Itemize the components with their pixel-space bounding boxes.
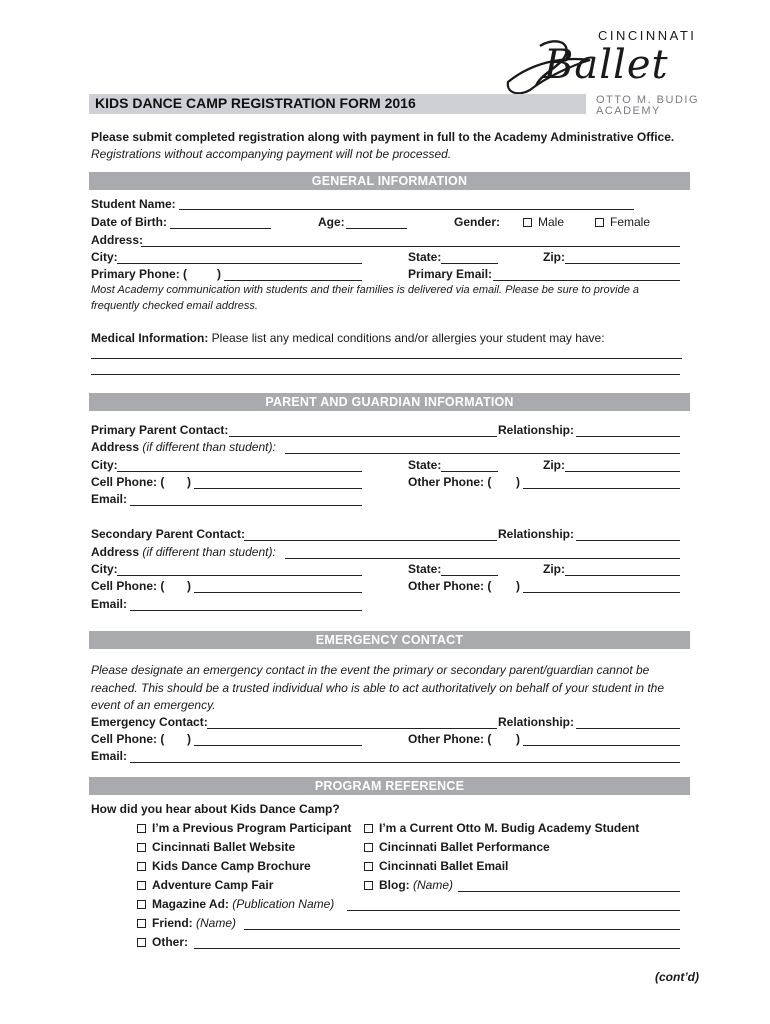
- city-field[interactable]: [117, 263, 362, 264]
- primary-parent-field[interactable]: [229, 436, 497, 437]
- emergency-other-phone-label: Other Phone: (: [408, 732, 492, 746]
- other-field[interactable]: [194, 948, 680, 949]
- primary-phone-label: Primary Phone: (: [91, 267, 188, 281]
- secondary-address-label: Address: [91, 545, 140, 559]
- option-adventure-fair[interactable]: [137, 878, 273, 892]
- primary-relationship-label: Relationship:: [498, 423, 575, 437]
- option-ballet-email[interactable]: [364, 859, 508, 873]
- option-ballet-performance[interactable]: [364, 840, 550, 854]
- primary-other-phone-field[interactable]: [523, 488, 680, 489]
- option-magazine-ad[interactable]: [137, 897, 334, 911]
- camp-brochure-label: Kids Dance Camp Brochure: [152, 859, 311, 873]
- form-title: KIDS DANCE CAMP REGISTRATION FORM 2016: [95, 95, 416, 111]
- intro-line-1: Please submit completed registration along with payment in full to the Academy Administrative Office.: [91, 130, 675, 144]
- emergency-contact-field[interactable]: [207, 728, 497, 729]
- secondary-cell-paren: ): [187, 579, 191, 593]
- primary-parent-label: Primary Parent Contact:: [91, 423, 229, 437]
- secondary-other-phone-field[interactable]: [523, 592, 680, 593]
- emergency-cell-paren: ): [187, 732, 191, 746]
- option-ballet-website[interactable]: [137, 840, 295, 854]
- email-note-line-1: Most Academy communication with students and their families is delivered via email. Please be sure to provide a: [91, 284, 640, 296]
- adventure-fair-label: Adventure Camp Fair: [152, 878, 274, 892]
- friend-field[interactable]: [244, 929, 680, 930]
- secondary-state-field[interactable]: [441, 575, 498, 576]
- emergency-contact-header: EMERGENCY CONTACT: [89, 631, 690, 649]
- medical-info-field-1[interactable]: [91, 358, 682, 359]
- option-current-student[interactable]: [364, 821, 639, 835]
- medical-info-text: Please list any medical conditions and/or allergies your student may have:: [208, 331, 605, 345]
- secondary-parent-label: Secondary Parent Contact:: [91, 527, 246, 541]
- student-name-label: Student Name:: [91, 197, 176, 211]
- medical-info-line: [91, 331, 605, 345]
- primary-state-field[interactable]: [441, 471, 498, 472]
- magazine-ad-hint: (Publication Name): [232, 897, 335, 911]
- secondary-cell-label: Cell Phone: (: [91, 579, 165, 593]
- previous-participant-checkbox[interactable]: [137, 824, 146, 833]
- option-friend[interactable]: [137, 916, 236, 930]
- magazine-ad-field[interactable]: [347, 910, 680, 911]
- medical-info-field-2[interactable]: [91, 374, 680, 375]
- primary-other-phone-label: Other Phone: (: [408, 475, 492, 489]
- state-field[interactable]: [441, 263, 498, 264]
- secondary-cell-field[interactable]: [194, 592, 362, 593]
- title-bar: [89, 94, 586, 114]
- program-reference-header: PROGRAM REFERENCE: [89, 777, 690, 795]
- option-other[interactable]: [137, 935, 188, 949]
- secondary-other-phone-paren: ): [516, 579, 520, 593]
- gender-male-option[interactable]: [523, 215, 564, 229]
- primary-email-field[interactable]: [493, 280, 680, 281]
- emergency-email-field[interactable]: [130, 762, 680, 763]
- secondary-relationship-label: Relationship:: [498, 527, 575, 541]
- email-note-line-2: frequently checked email address.: [91, 300, 258, 312]
- secondary-address-field[interactable]: [285, 558, 680, 559]
- primary-cell-field[interactable]: [194, 488, 362, 489]
- adventure-fair-checkbox[interactable]: [137, 881, 146, 890]
- primary-address-field[interactable]: [285, 453, 680, 454]
- other-checkbox[interactable]: [137, 938, 146, 947]
- primary-state-label: State:: [408, 458, 442, 472]
- magazine-ad-checkbox[interactable]: [137, 900, 146, 909]
- friend-hint: (Name): [196, 916, 237, 930]
- program-question: How did you hear about Kids Dance Camp?: [91, 802, 340, 816]
- gender-label: Gender:: [454, 215, 501, 229]
- male-label: Male: [538, 215, 565, 229]
- primary-zip-label: Zip:: [543, 458, 565, 472]
- ballet-website-checkbox[interactable]: [137, 843, 146, 852]
- primary-address-line: [91, 440, 276, 454]
- city-label: City:: [91, 250, 118, 264]
- primary-email-label: Primary Email:: [408, 267, 493, 281]
- brand-main-text: Ballet: [544, 42, 669, 88]
- gender-female-option[interactable]: [595, 215, 650, 229]
- primary-parent-email-field[interactable]: [130, 505, 362, 506]
- primary-email-label-parent: Email:: [91, 492, 128, 506]
- primary-phone-paren: ): [217, 267, 221, 281]
- secondary-state-label: State:: [408, 562, 442, 576]
- option-camp-brochure[interactable]: [137, 859, 311, 873]
- option-previous-participant[interactable]: [137, 821, 351, 835]
- age-field[interactable]: [346, 228, 407, 229]
- emergency-text-line-1: Please designate an emergency contact in the event the primary or secondary parent/guardian cannot be: [91, 663, 650, 677]
- magazine-ad-label: Magazine Ad:: [152, 897, 229, 911]
- primary-city-label: City:: [91, 458, 118, 472]
- secondary-address-note: (if different than student):: [142, 545, 276, 559]
- friend-checkbox[interactable]: [137, 919, 146, 928]
- zip-field[interactable]: [565, 263, 680, 264]
- primary-address-label: Address: [91, 440, 140, 454]
- secondary-other-phone-label: Other Phone: (: [408, 579, 492, 593]
- blog-hint: (Name): [413, 878, 454, 892]
- secondary-parent-field[interactable]: [244, 540, 497, 541]
- secondary-email-field[interactable]: [130, 610, 362, 611]
- secondary-city-label: City:: [91, 562, 118, 576]
- general-information-header: GENERAL INFORMATION: [89, 172, 690, 190]
- primary-other-phone-paren: ): [516, 475, 520, 489]
- option-blog[interactable]: [364, 878, 453, 892]
- emergency-cell-label: Cell Phone: (: [91, 732, 165, 746]
- ballet-email-label: Cincinnati Ballet Email: [379, 859, 509, 873]
- previous-participant-label: I’m a Previous Program Participant: [152, 821, 352, 835]
- ballet-email-checkbox[interactable]: [364, 862, 373, 871]
- intro-line-2: Registrations without accompanying payment will not be processed.: [91, 147, 452, 161]
- medical-info-label: Medical Information:: [91, 331, 209, 345]
- parent-guardian-header: PARENT AND GUARDIAN INFORMATION: [89, 393, 690, 411]
- secondary-relationship-field[interactable]: [576, 540, 680, 541]
- current-student-checkbox[interactable]: [364, 824, 373, 833]
- current-student-label: I’m a Current Otto M. Budig Academy Student: [379, 821, 640, 835]
- emergency-other-phone-field[interactable]: [523, 745, 680, 746]
- emergency-contact-label: Emergency Contact:: [91, 715, 208, 729]
- secondary-address-line: [91, 545, 276, 559]
- friend-label: Friend:: [152, 916, 193, 930]
- primary-cell-label: Cell Phone: (: [91, 475, 165, 489]
- age-label: Age:: [318, 215, 345, 229]
- state-label: State:: [408, 250, 442, 264]
- student-name-field[interactable]: [179, 209, 634, 210]
- emergency-relationship-label: Relationship:: [498, 715, 575, 729]
- other-label: Other:: [152, 935, 188, 949]
- brand-top-text: CINCINNATI: [598, 28, 697, 43]
- emergency-text-line-3: event of an emergency.: [91, 698, 216, 712]
- secondary-city-field[interactable]: [117, 575, 362, 576]
- emergency-email-label: Email:: [91, 749, 128, 763]
- zip-label: Zip:: [543, 250, 565, 264]
- dob-field[interactable]: [170, 228, 271, 229]
- primary-address-note: (if different than student):: [142, 440, 276, 454]
- secondary-zip-field[interactable]: [565, 575, 680, 576]
- camp-brochure-checkbox[interactable]: [137, 862, 146, 871]
- blog-label: Blog:: [379, 878, 410, 892]
- primary-relationship-field[interactable]: [576, 436, 680, 437]
- academy-line-1: OTTO M. BUDIG: [596, 94, 700, 106]
- ballet-performance-checkbox[interactable]: [364, 843, 373, 852]
- blog-checkbox[interactable]: [364, 881, 373, 890]
- secondary-email-label: Email:: [91, 597, 128, 611]
- primary-city-field[interactable]: [117, 471, 362, 472]
- female-label: Female: [610, 215, 651, 229]
- primary-zip-field[interactable]: [565, 471, 680, 472]
- dob-label: Date of Birth:: [91, 215, 167, 229]
- blog-field[interactable]: [458, 891, 680, 892]
- female-checkbox[interactable]: [595, 218, 604, 227]
- secondary-zip-label: Zip:: [543, 562, 565, 576]
- male-checkbox[interactable]: [523, 218, 532, 227]
- address-label: Address:: [91, 233, 144, 247]
- academy-line-2: ACADEMY: [596, 105, 661, 117]
- primary-cell-paren: ): [187, 475, 191, 489]
- address-field[interactable]: [141, 246, 680, 247]
- ballet-website-label: Cincinnati Ballet Website: [152, 840, 296, 854]
- continued-note: (cont’d): [655, 970, 699, 984]
- emergency-other-phone-paren: ): [516, 732, 520, 746]
- primary-phone-field[interactable]: [224, 280, 362, 281]
- emergency-relationship-field[interactable]: [576, 728, 680, 729]
- emergency-text-line-2: reached. This should be a trusted individual who is able to act authoritatively on behalf of your student in the: [91, 681, 665, 695]
- emergency-cell-field[interactable]: [194, 745, 362, 746]
- ballet-performance-label: Cincinnati Ballet Performance: [379, 840, 550, 854]
